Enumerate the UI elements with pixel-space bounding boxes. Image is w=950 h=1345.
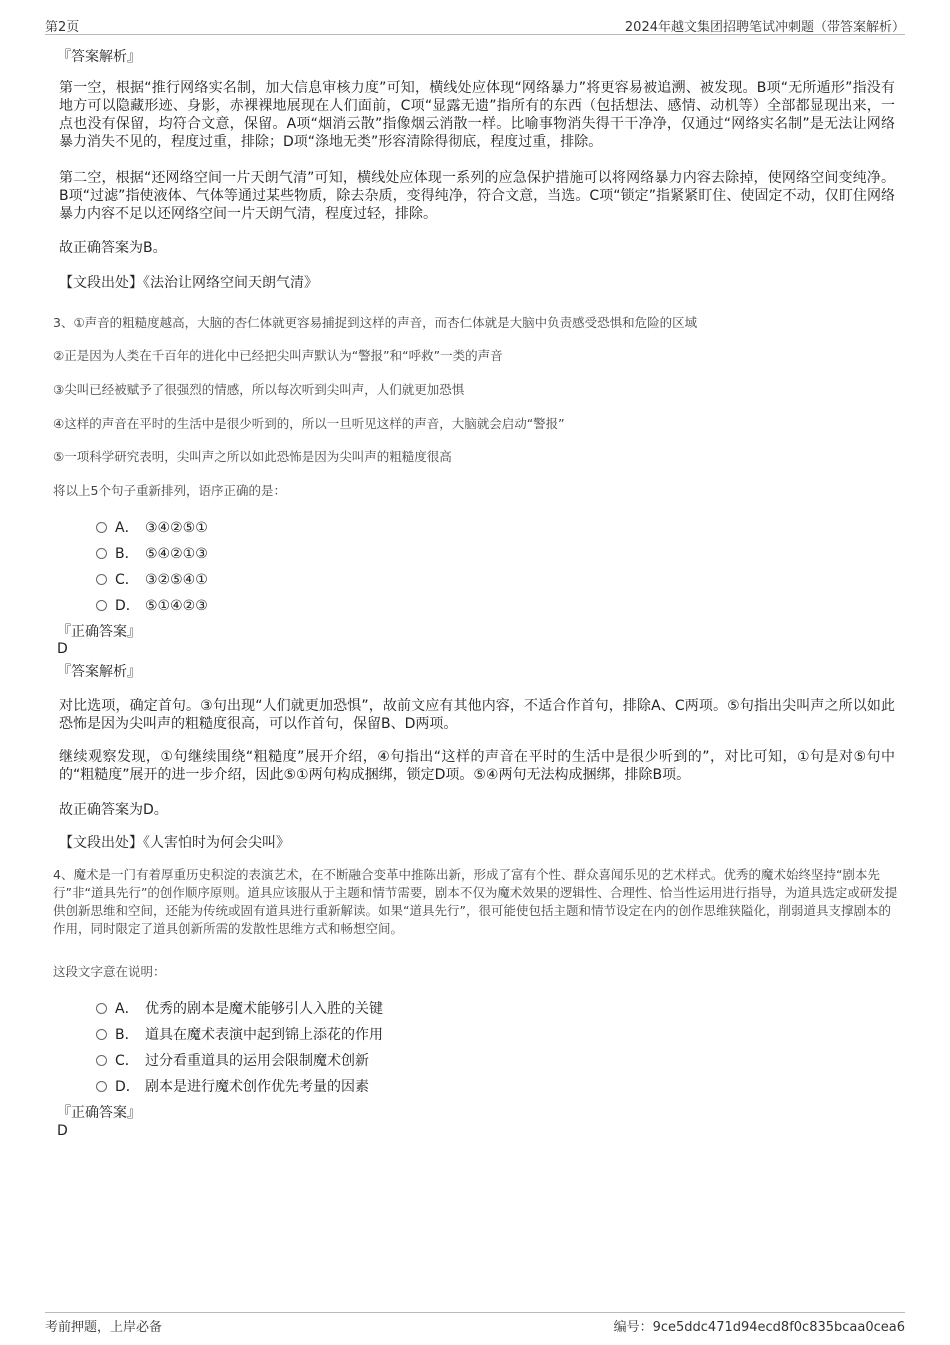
radio-icon[interactable] xyxy=(96,548,107,559)
document-id: 编号：9ce5ddc471d94ecd8f0c835bcaa0cea6 xyxy=(613,1320,905,1335)
q4-answer: D xyxy=(57,1123,68,1139)
q2-conclusion: 故正确答案为B。 xyxy=(59,240,167,256)
q4-option-c[interactable]: C． 过分看重道具的运用会限制魔术创新 xyxy=(96,1050,369,1068)
page-number: 第2页 xyxy=(45,20,80,35)
q4-stem: 4、魔术是一门有着厚重历史积淀的表演艺术，在不断融合变革中推陈出新，形成了富有个性、群众喜闻乐见的艺术样式。优秀的魔术始终坚持“剧本先行”非“道具先行”的创作顺序原则。道具应该服从于主题和情节需要，剧本不仅为魔术效果的逻辑性、合理性、恰当性运用进行指导，为道具选定或研发提供创新思维和空间，还能为传统或固有道具进行重新解读。如果“道具先行”，很可能使包括主题和情节设定在内的创作思维狭隘化，削弱道具支撑剧本的作用，同时限定了道具创新所需的发散性思维方式和畅想空间。 xyxy=(53,867,898,936)
q4-option-d[interactable]: D． 剧本是进行魔术创作优先考量的因素 xyxy=(96,1076,369,1094)
radio-icon[interactable] xyxy=(96,1029,107,1040)
radio-icon[interactable] xyxy=(96,1055,107,1066)
q3-sentence-4: ④这样的声音在平时的生活中是很少听到的，所以一旦听见这样的声音，大脑就会启动“警报” xyxy=(53,416,565,431)
q2-analysis-p1: 第一空，根据“推行网络实名制，加大信息审核力度”可知，横线处应体现“网络暴力”将更容易被追溯、被发现。B项“无所遁形”指没有地方可以隐藏形迹、身影，赤裸裸地展现在人们面前，C项“显露无遗”指所有的东西（包括想法、感情、动机等）全部都显现出来，一点也没有保留，均符合文意，保留。A项“烟消云散”指像烟云消散一样。比喻事物消失得干干净净，仅通过“网络实名制”是无法让网络暴力消失不见的，程度过重，排除；D项“涤地无类”形容清除得彻底，程度过重，排除。 xyxy=(59,80,895,150)
q4-answer-label: 『正确答案』 xyxy=(57,1105,141,1121)
q3-sentence-5: ⑤一项科学研究表明，尖叫声之所以如此恐怖是因为尖叫声的粗糙度很高 xyxy=(53,449,452,464)
footer-slogan: 考前押题，上岸必备 xyxy=(45,1320,163,1335)
q4-option-a[interactable]: A． 优秀的剧本是魔术能够引人入胜的关键 xyxy=(96,998,383,1016)
radio-icon[interactable] xyxy=(96,574,107,585)
q3-analysis-p1: 对比选项，确定首句。③句出现“人们就更加恐惧”，故前文应有其他内容，不适合作首句，排除A、C两项。⑤句指出尖叫声之所以如此恐怖是因为尖叫声的粗糙度很高，可以作首句，保留B、D两项。 xyxy=(59,698,895,732)
q3-answer-label: 『正确答案』 xyxy=(57,624,141,640)
q3-analysis-label: 『答案解析』 xyxy=(57,664,141,680)
q4-prompt: 这段文字意在说明： xyxy=(53,964,166,979)
q3-prompt: 将以上5个句子重新排列，语序正确的是： xyxy=(53,483,286,498)
page-footer xyxy=(45,1312,905,1335)
q2-analysis-p2: 第二空，根据“还网络空间一片天朗气清”可知，横线处应体现一系列的应急保护措施可以将网络暴力内容去除掉，使网络空间变纯净。B项“过滤”指使液体、气体等通过某些物质，除去杂质，变得纯净，符合文意，当选。C项“锁定”指紧紧盯住、使固定不动，仅盯住网络暴力内容不足以还网络空间一片天朗气清，程度过轻，排除。 xyxy=(59,170,895,222)
radio-icon[interactable] xyxy=(96,1081,107,1092)
q3-answer: D xyxy=(57,641,68,657)
q2-analysis-label: 『答案解析』 xyxy=(57,49,141,65)
q3-conclusion: 故正确答案为D。 xyxy=(59,802,168,818)
q3-sentence-1: 3、①声音的粗糙度越高，大脑的杏仁体就更容易捕捉到这样的声音，而杏仁体就是大脑中负责感受恐惧和危险的区域 xyxy=(53,315,698,330)
radio-icon[interactable] xyxy=(96,522,107,533)
radio-icon[interactable] xyxy=(96,1003,107,1014)
q4-option-b[interactable]: B． 道具在魔术表演中起到锦上添花的作用 xyxy=(96,1024,383,1042)
q3-option-b[interactable]: B． ⑤④②①③ xyxy=(96,543,208,561)
q3-option-d[interactable]: D． ⑤①④②③ xyxy=(96,595,208,613)
page-header xyxy=(45,14,905,35)
q3-option-c[interactable]: C． ③②⑤④① xyxy=(96,569,208,587)
q3-analysis-p2: 继续观察发现，①句继续围绕“粗糙度”展开介绍，④句指出“这样的声音在平时的生活中是很少听到的”，对比可知，①句是对⑤句中的“粗糙度”展开的进一步介绍，因此⑤①两句构成捆绑，锁定D项。⑤④两句无法构成捆绑，排除B项。 xyxy=(59,749,895,783)
radio-icon[interactable] xyxy=(96,600,107,611)
q3-source: 【文段出处】《人害怕时为何会尖叫》 xyxy=(59,835,290,851)
q3-sentence-2: ②正是因为人类在千百年的进化中已经把尖叫声默认为“警报”和“呼救”一类的声音 xyxy=(53,348,503,363)
q2-source: 【文段出处】《法治让网络空间天朗气清》 xyxy=(59,275,318,291)
document-title: 2024年越文集团招聘笔试冲刺题（带答案解析） xyxy=(624,20,905,35)
q3-option-a[interactable]: A． ③④②⑤① xyxy=(96,517,208,535)
q3-sentence-3: ③尖叫已经被赋予了很强烈的情感，所以每次听到尖叫声，人们就更加恐惧 xyxy=(53,382,465,397)
